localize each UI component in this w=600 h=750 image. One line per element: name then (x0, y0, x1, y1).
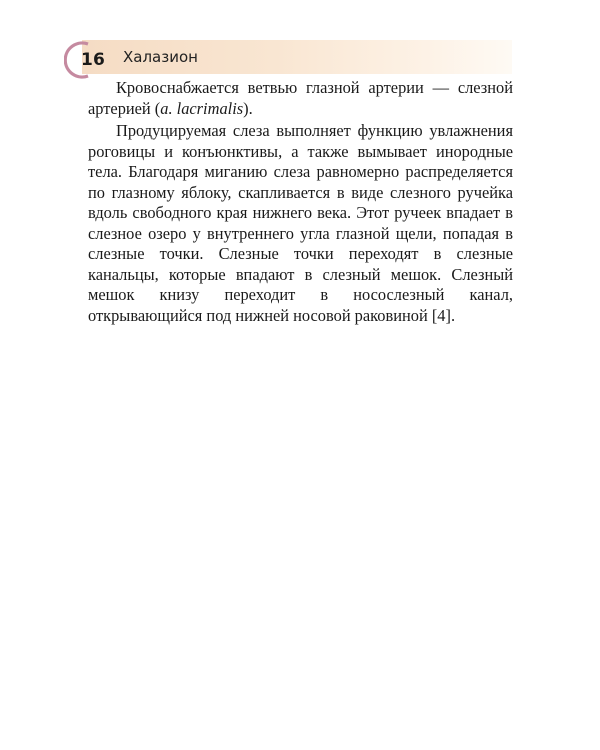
latin-term: a. lacrimalis (160, 98, 244, 118)
paragraph-1-after: ). (243, 98, 253, 118)
page-number: 16 (81, 50, 106, 70)
paragraph-1 (88, 78, 513, 119)
paragraph-1-before: Кровоснабжается ветвью глазной артерии — слезной артерией ( (88, 78, 513, 118)
body-text (88, 78, 513, 326)
paragraph-2: Продуцируемая слеза выполняет функцию увлажнения роговицы и конъюнктивы, а также вымывает инородные тела. Благодаря миганию слеза равномерно распределяется по глазному яблоку, скапливается в виде слезного ручейка вдоль свободного края нижнего века. Этот ручеек впадает в слезное озеро у внутреннего угла глазной щели, попадая в слезные точки. Слезные точки переходят в слезные канальцы, которые впадают в слезный мешок. Слезный мешок книзу переходит в носослезный канал, открывающийся под нижней носовой раковиной [4]. (88, 121, 513, 325)
running-title: Халазион (123, 48, 198, 66)
page-number-badge (64, 40, 110, 80)
